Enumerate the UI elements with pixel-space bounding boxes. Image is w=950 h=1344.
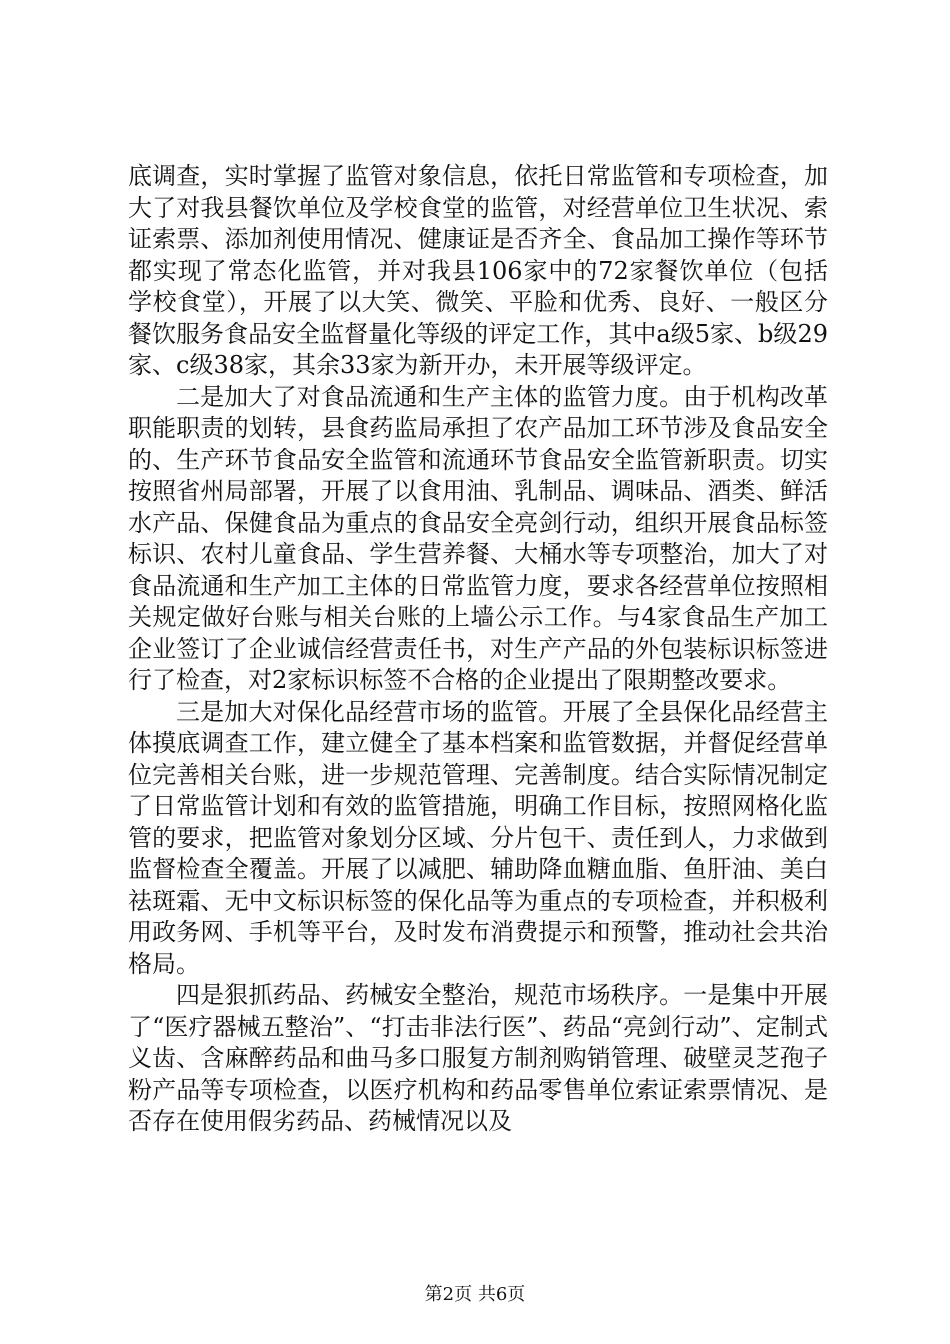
paragraph-cosmetics-market-supervision: 三是加大对保化品经营市场的监管。开展了全县保化品经营主体摸底调查工作，建立健全了基本档案和监管数据，并督促经营单位完善相关台账，进一步规范管理、完善制度。结合实际情况制定了日常监管计划和有效的监管措施，明确工作目标，按照网格化监管的要求，把监管对象划分区域、分片包干、责任到人，力求做到监督检查全覆盖。开展了以减肥、辅助降血糖血脂、鱼肝油、美白祛斑霜、无中文标识标签的保化品等为重点的专项检查，并积极利用政务网、手机等平台，及时发布消费提示和预警，推动社会共治格局。 [128, 697, 828, 978]
page-number-footer: 第2页 共6页 [424, 1284, 526, 1305]
paragraph-drug-device-safety: 四是狠抓药品、药械安全整治，规范市场秩序。一是集中开展了“医疗器械五整治”、“打击非法行医”、药品“亮剑行动”、定制式义齿、含麻醉药品和曲马多口服复方制剂购销管理、破壁灵芝孢子粉产品等专项检查，以医疗机构和药品零售单位索证索票情况、是否存在使用假劣药品、药械情况以及 [128, 981, 828, 1135]
paragraph-continuation: 底调查，实时掌握了监管对象信息，依托日常监管和专项检查，加大了对我县餐饮单位及学校食堂的监管，对经营单位卫生状况、索证索票、添加剂使用情况、健康证是否齐全、食品加工操作等环节都实现了常态化监管，并对我县106家中的72家餐饮单位（包括学校食堂），开展了以大笑、微笑、平脸和优秀、良好、一般区分餐饮服务食品安全监督量化等级的评定工作，其中a级5家、b级29家、c级38家，其余33家为新开办，未开展等级评定。 [128, 162, 828, 379]
paragraph-food-circulation-supervision: 二是加大了对食品流通和生产主体的监管力度。由于机构改革职能职责的划转，县食药监局承担了农产品加工环节涉及食品安全的、生产环节食品安全监管和流通环节食品安全监管新职责。切实按照省州局部署，开展了以食用油、乳制品、调味品、酒类、鲜活水产品、保健食品为重点的食品安全亮剑行动，组织开展食品标签标识、农村儿童食品、学生营养餐、大桶水等专项整治，加大了对食品流通和生产加工主体的日常监管力度，要求各经营单位按照相关规定做好台账与相关台账的上墙公示工作。与4家食品生产加工企业签订了企业诚信经营责任书，对生产产品的外包装标识标签进行了检查，对2家标识标签不合格的企业提出了限期整改要求。 [128, 382, 828, 694]
document-body [128, 161, 828, 1138]
